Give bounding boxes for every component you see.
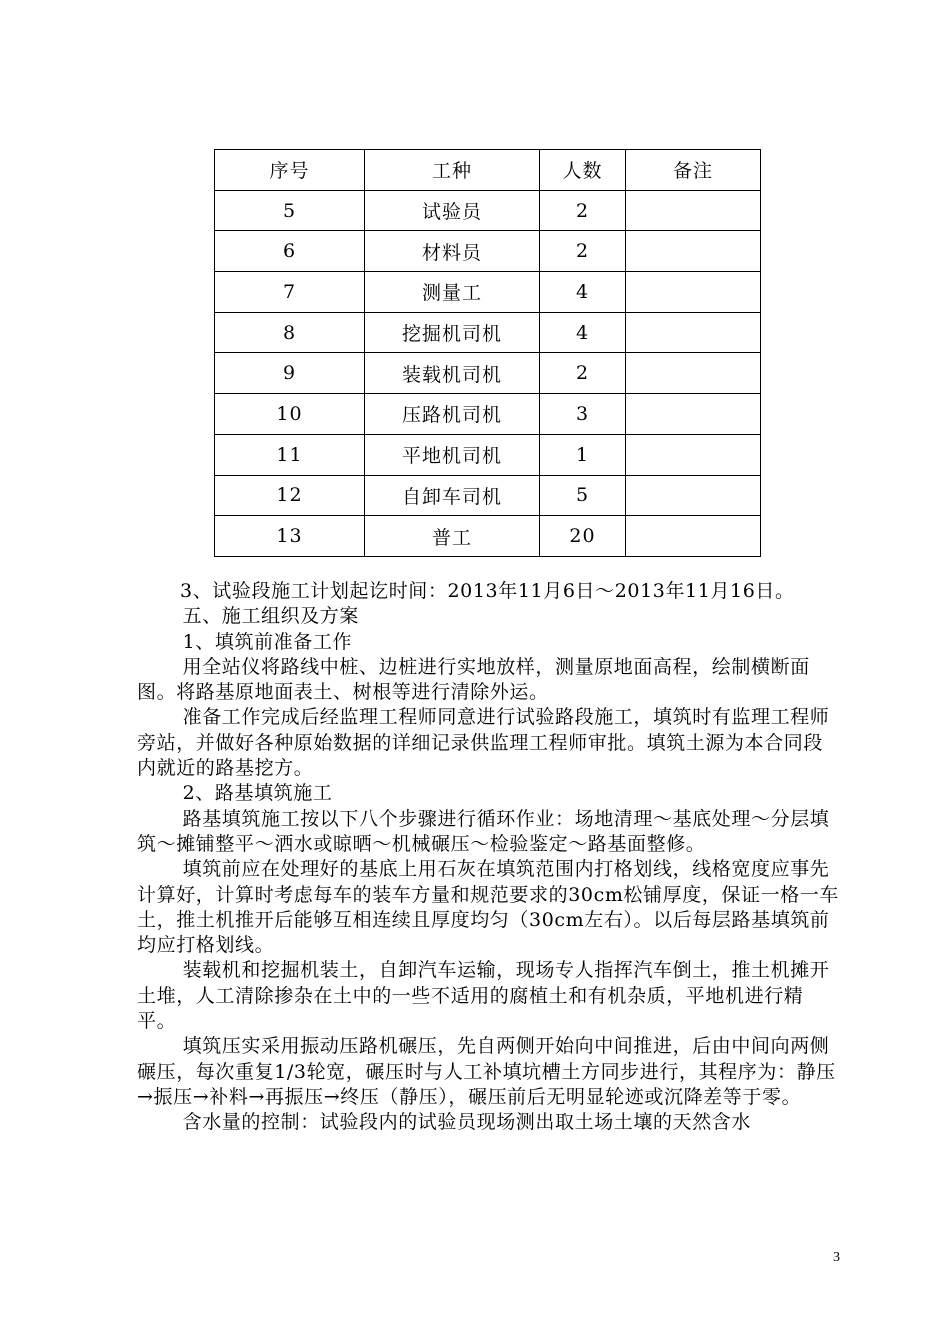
cell-serial: 9 — [215, 353, 365, 394]
paragraph: 路基填筑施工按以下八个步骤进行循环作业：场地清理～基底处理～分层填筑～摊铺整平～洒水或晾晒～机械碾压～检验鉴定～路基面整修。 — [137, 807, 830, 855]
cell-job-type: 材料员 — [365, 231, 540, 272]
cell-remarks — [626, 190, 761, 231]
paragraph: 装载机和挖掘机装土，自卸汽车运输，现场专人指挥汽车倒土，推土机摊开土堆，人工清除掺杂在土中的一些不适用的腐植土和有机杂质，平地机进行精平。 — [137, 959, 830, 1033]
cell-serial: 5 — [215, 190, 365, 231]
cell-job-type: 挖掘机司机 — [365, 312, 540, 353]
table-row — [215, 272, 761, 313]
table-row — [215, 516, 761, 557]
cell-headcount: 4 — [540, 272, 626, 313]
schedule-paragraph: 3、试验段施工计划起讫时间：2013年11月6日～2013年11月16日。 — [180, 580, 795, 602]
cell-serial: 11 — [215, 434, 365, 475]
table-row — [215, 394, 761, 435]
paragraph: 用全站仪将路线中桩、边桩进行实地放样，测量原地面高程，绘制横断面图。将路基原地面表土、树根等进行清除外运。 — [137, 655, 810, 704]
paragraph: 准备工作完成后经监理工程师同意进行试验路段施工，填筑时有监理工程师旁站，并做好各种原始数据的详细记录供监理工程师审批。填筑土源为本合同段内就近的路基挖方。 — [137, 706, 830, 780]
table-row — [215, 434, 761, 475]
paragraph: 填筑前应在处理好的基底上用石灰在填筑范围内打格划线，线格宽度应事先计算好，计算时考虑每车的装车方量和规范要求的30cm松铺厚度，保证一格一车土，推土机推开后能够互相连续且厚度均匀（30cm左右）。以后每层路基填筑前均应打格划线。 — [137, 858, 840, 957]
cell-remarks — [626, 272, 761, 313]
cell-serial: 12 — [215, 475, 365, 516]
table-row — [215, 475, 761, 516]
staff-table — [214, 149, 761, 557]
cell-job-type: 试验员 — [365, 190, 540, 231]
cell-serial: 10 — [215, 394, 365, 435]
header-headcount: 人数 — [540, 150, 626, 191]
cell-remarks — [626, 231, 761, 272]
table-header-row — [215, 150, 761, 191]
paragraph: 含水量的控制：试验段内的试验员现场测出取土场土壤的天然含水 — [182, 1111, 751, 1134]
cell-remarks — [626, 516, 761, 557]
cell-headcount: 4 — [540, 312, 626, 353]
cell-headcount: 2 — [540, 231, 626, 272]
cell-headcount: 20 — [540, 516, 626, 557]
cell-headcount: 5 — [540, 475, 626, 516]
body-text — [137, 579, 840, 1136]
cell-headcount: 1 — [540, 434, 626, 475]
cell-job-type: 装载机司机 — [365, 353, 540, 394]
cell-headcount: 3 — [540, 394, 626, 435]
table-row — [215, 312, 761, 353]
cell-job-type: 压路机司机 — [365, 394, 540, 435]
cell-serial: 6 — [215, 231, 365, 272]
cell-remarks — [626, 394, 761, 435]
subsection-heading: 1、填筑前准备工作 — [182, 630, 353, 653]
cell-remarks — [626, 353, 761, 394]
header-job-type: 工种 — [365, 150, 540, 191]
cell-job-type: 自卸车司机 — [365, 475, 540, 516]
cell-job-type: 普工 — [365, 516, 540, 557]
cell-headcount: 2 — [540, 353, 626, 394]
cell-remarks — [626, 312, 761, 353]
cell-serial: 13 — [215, 516, 365, 557]
cell-job-type: 测量工 — [365, 272, 540, 313]
header-remarks: 备注 — [626, 150, 761, 191]
paragraph: 填筑压实采用振动压路机碾压，先自两侧开始向中间推进，后由中间向两侧碾压，每次重复1/3轮宽，碾压时与人工补填坑槽土方同步进行，其程序为：静压→振压→补料→再振压→终压（静压），碾压前后无明显轮迹或沉降差等于零。 — [137, 1035, 836, 1108]
header-serial: 序号 — [215, 150, 365, 191]
subsection-heading: 2、路基填筑施工 — [182, 782, 333, 805]
cell-serial: 8 — [215, 312, 365, 353]
section-heading: 五、施工组织及方案 — [182, 605, 359, 628]
page-number: 3 — [833, 1250, 840, 1265]
cell-headcount: 2 — [540, 190, 626, 231]
table-row — [215, 231, 761, 272]
cell-serial: 7 — [215, 272, 365, 313]
table-row — [215, 353, 761, 394]
cell-remarks — [626, 434, 761, 475]
cell-job-type: 平地机司机 — [365, 434, 540, 475]
cell-remarks — [626, 475, 761, 516]
table-row — [215, 190, 761, 231]
